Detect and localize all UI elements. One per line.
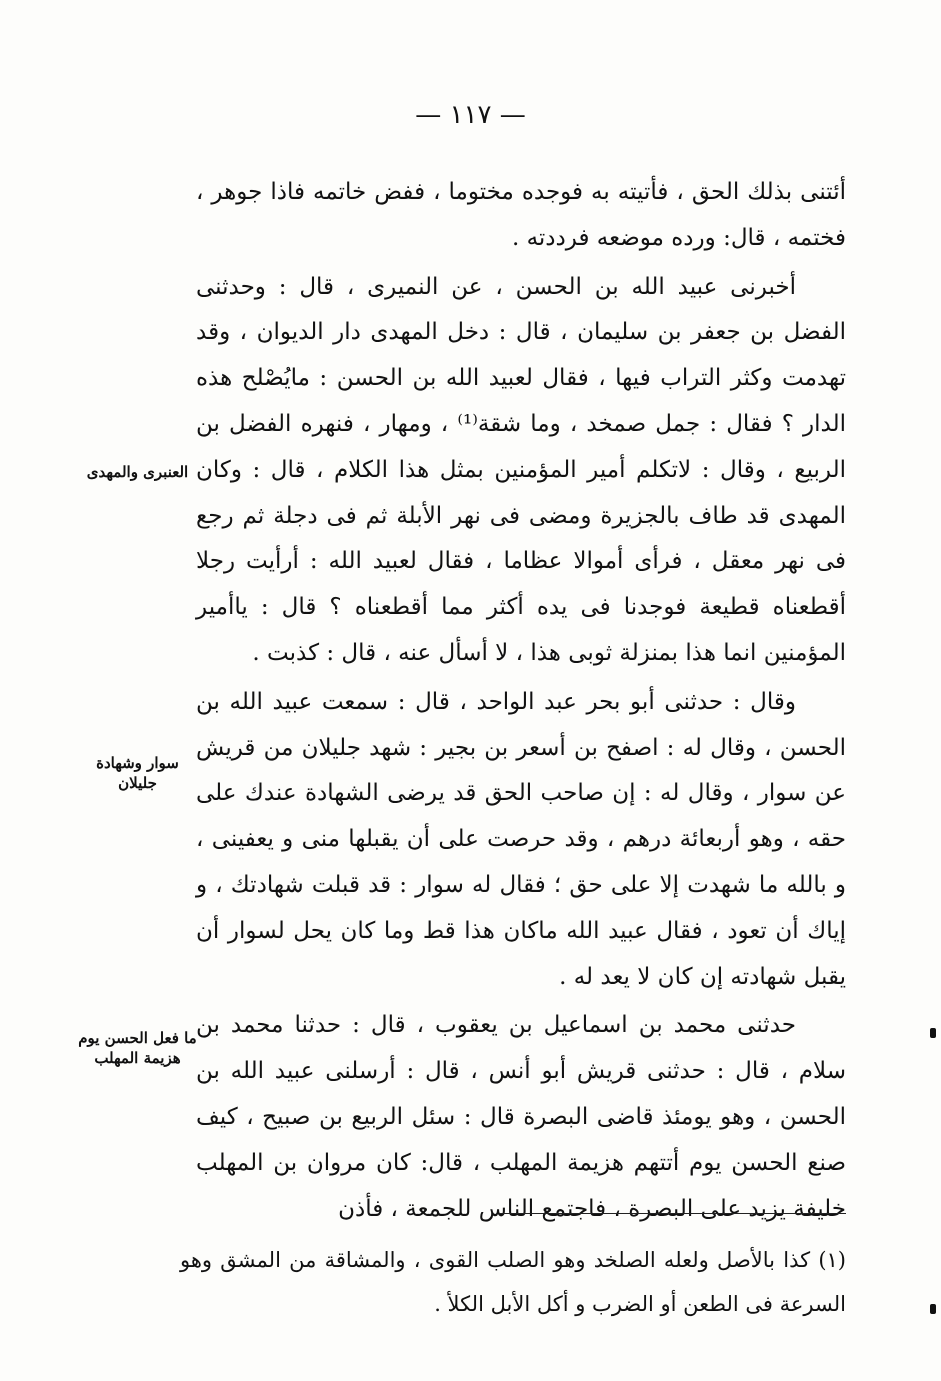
margin-note: سوار وشهادة جليلان [96, 754, 179, 792]
paragraph: حدثنى محمد بن اسماعيل بن يعقوب ، قال : حدثنا محمد بن سلام ، قال : حدثنى قريش أبو أنس ، قال : أرسلنى عبيد الله بن الحسن ، وهو يومئذ قاضى البصرة قال : سئل الربيع بن صبيح ، كيف صنع الحسن يوم أتتهم هزيمة المهلب ، قال: كان مروان بن المهلب خليفة يزيد على البصرة ، فاجتمع الناس للجمعة ، فأذن [196, 1012, 846, 1222]
footnote-text: (١) كذا بالأصل ولعله الصلخد وهو الصلب القوى ، والمشاقة من المشق وهو السرعة فى الطعن أو الضرب و أكل الأبل الكلأ . [180, 1248, 846, 1316]
footnote [180, 1238, 846, 1326]
margin-note: العنبرى والمهدى [86, 463, 189, 481]
page-number: — ١١٧ — [415, 100, 526, 130]
paragraph: وقال : حدثنى أبو بحر عبد الواحد ، قال : سمعت عبيد الله بن الحسن ، وقال له : اصفح بن أسعر بن بجير : شهد جليلان من قريش عن سوار ، وقال له : إن صاحب الحق قد يرضى الشهادة عندك على حقه ، وهو أربعائة درهم ، وقد حرصت على أن يقبلها منى و يعفينى ، و بالله ما شهدت إلا على حق ؛ فقال له سوار : قد قبلت شهادتك ، و إياك أن تعود ، فقال عبيد الله ماكان هذا قط وما كان يحل لسوار أن يقبل شهادته إن كان لا يعد له . [196, 688, 846, 990]
scan-mark [930, 1304, 936, 1314]
main-text [196, 170, 846, 1232]
footnote-separator [500, 1213, 846, 1214]
scan-mark [930, 1028, 936, 1038]
margin-note: ما فعل الحسن يوم هزيمة المهلب [78, 1029, 197, 1067]
paragraph: أئتنى بذلك الحق ، فأتيته به فوجده مختوما ، ففض خاتمه فاذا جوهر ، فختمه ، قال: ورده موضعه فرددته . [196, 179, 846, 251]
paragraph: أخبرنى عبيد الله بن الحسن ، عن النميرى ، قال : وحدثنى الفضل بن جعفر بن سليمان ، قال : دخل المهدى دار الديوان ، وقد تهدمت وكثر التراب فيها ، فقال لعبيد الله بن الحسن : مايُصْلح هذه الدار ؟ فقال : جمل صمخد ، وما شقة⁽¹⁾ ، ومهار ، فنهره الفضل بن الربيع ، وقال : لاتكلم أمير المؤمنين بمثل هذا الكلام ، قال : وكان المهدى قد طاف بالجزيرة ومضى فى نهر الأبلة ثم فى دجلة ثم رجع فى نهر معقل ، فرأى أموالا عظاما ، فقال لعبيد الله : أرأيت رجلا أقطعناه قطيعة فوجدنا فى يده أكثر مما أقطعناه ؟ قال : ياأمير المؤمنين انما هذا بمنزلة ثوبى هذا ، لا أسأل عنه ، قال : كذبت . [196, 273, 846, 666]
